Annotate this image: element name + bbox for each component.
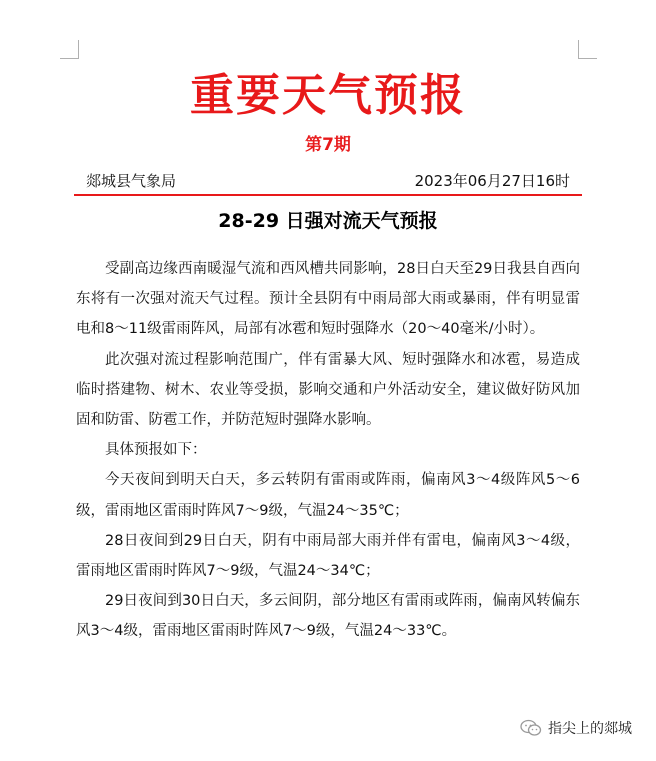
issuer-name: 郯城县气象局 [86,172,177,190]
paragraph-intro: 具体预报如下： [105,442,207,459]
watermark [520,718,632,738]
paragraph-synopsis: 受副高边缘西南暖湿气流和西风槽共同影响，28日白天至29日我县自西向东将有一次强对流天气过程。预计全县阴有中雨局部大雨或暴雨，伴有明显雷电和8～11级雷雨阵风，局部有冰雹和短时强降水（20～40毫米/小时）。 [76,261,580,338]
paragraph-impact: 此次强对流过程影响范围广，伴有雷暴大风、短时强降水和冰雹，易造成临时搭建物、树木、农业等受损，影响交通和户外活动安全，建议做好防风加固和防雷、防雹工作，并防范短时强降水影响。 [76,351,580,429]
crop-mark-top-left [60,40,79,59]
issue-datetime: 2023年06月27日16时 [414,172,570,190]
wechat-icon [520,719,542,737]
paragraph-forecast-29: 29日夜间到30日白天，多云间阴，部分地区有雷雨或阵雨，偏南风转偏东风3～4级，雷雨地区雷雨时阵风7～9级，气温24～33℃。 [76,593,580,640]
forecast-body [76,254,580,647]
red-divider [74,194,582,196]
paragraph-forecast-28: 28日夜间到29日白天，阴有中雨局部大雨并伴有雷电，偏南风3～4级，雷雨地区雷雨时阵风7～9级，气温24～34℃； [76,532,580,580]
issue-number: 第7期 [305,135,351,155]
bulletin-title: 重要天气预报 [190,70,466,121]
crop-mark-top-right [578,40,597,59]
forecast-heading: 28-29 日强对流天气预报 [218,210,438,232]
paragraph-forecast-today: 今天夜间到明天白天，多云转阴有雷雨或阵雨，偏南风3～4级阵风5～6级，雷雨地区雷雨时阵风7～9级，气温24～35℃； [76,472,580,519]
watermark-text: 指尖上的郯城 [548,721,632,737]
